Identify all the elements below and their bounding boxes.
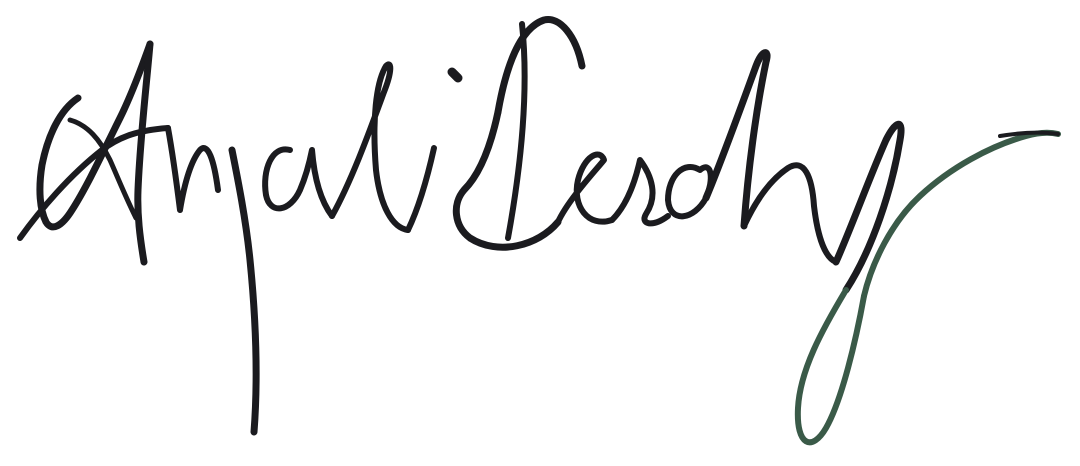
signature-stroke-flourish xyxy=(864,133,1058,296)
signature-stroke-n xyxy=(168,128,218,210)
signature-stroke-i xyxy=(408,148,434,230)
signature-stroke-o xyxy=(668,167,711,216)
signature-stroke-l xyxy=(332,64,408,230)
signature-stroke-y-loop xyxy=(798,290,864,442)
signature-strokes xyxy=(20,19,1058,442)
signature-stroke-y-stem xyxy=(836,124,901,290)
signature-stroke-s2 xyxy=(612,160,668,223)
signature-stroke-i-dot xyxy=(452,72,458,78)
signature-stroke-y-arch xyxy=(744,165,836,262)
signature-stroke-a xyxy=(265,149,332,216)
signature-stroke-e xyxy=(558,154,612,222)
signature-stroke-s-upper xyxy=(498,19,582,112)
signature-stroke-j-descender xyxy=(232,150,256,432)
